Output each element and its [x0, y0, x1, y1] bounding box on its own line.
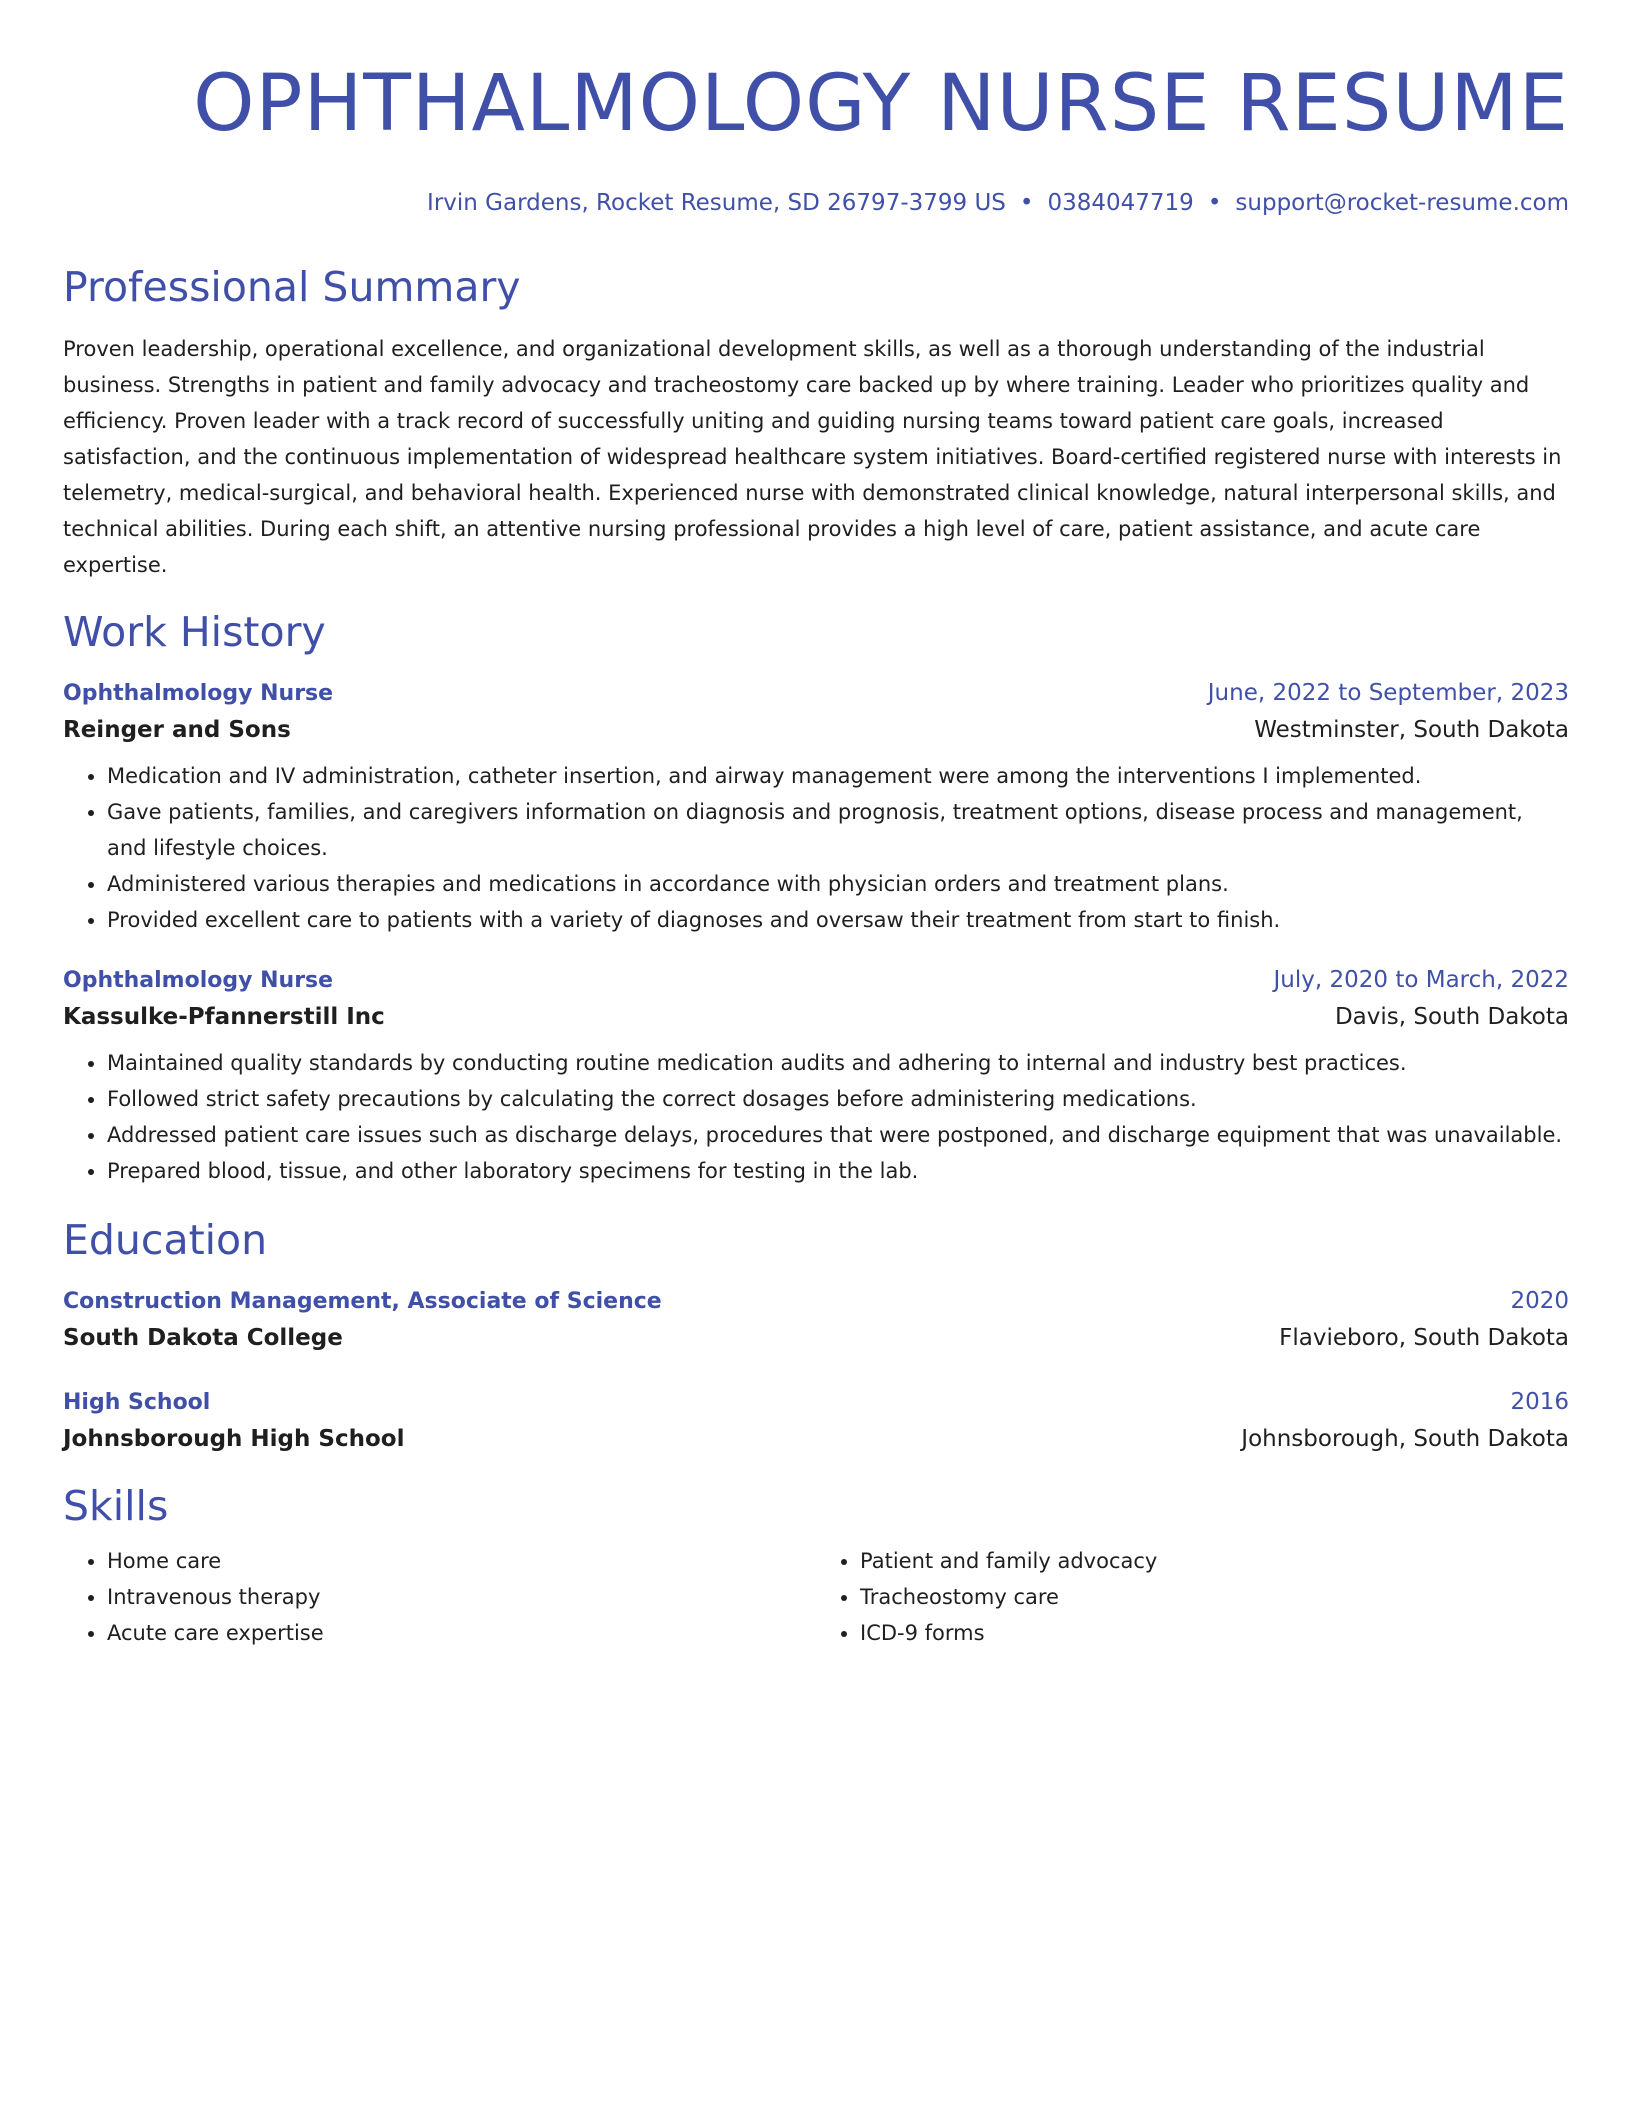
resume-title: OPHTHALMOLOGY NURSE RESUME: [193, 59, 1569, 149]
education-year: 2020: [1510, 1288, 1569, 1314]
job-org-row: [63, 997, 1569, 1037]
education-heading: Education: [63, 1216, 268, 1264]
contact-email: support@rocket-resume.com: [1235, 190, 1569, 216]
job-bullets: [63, 758, 1569, 938]
skill-item: • Intravenous therapy: [107, 1579, 816, 1615]
job-bullet: • Addressed patient care issues such as discharge delays, procedures that were postponed, and discharge equipment that was unavailable.: [107, 1117, 1569, 1153]
work-history-heading: Work History: [63, 608, 326, 656]
education-header-row: [63, 1386, 1569, 1419]
summary-text: Proven leadership, operational excellence, and organizational development skills, as well as a thorough understanding of the industrial business. Strengths in patient and family advocacy and tracheostomy care backed up by where training. Leader who prioritizes quality and efficiency. Proven leader with a track record of successfully uniting and guiding nursing teams toward patient care goals, increased satisfaction, and the continuous implementation of widespread healthcare system initiatives. Board-certified registered nurse with interests in telemetry, medical-surgical, and behavioral health. Experienced nurse with demonstrated clinical knowledge, natural interpersonal skills, and technical abilities. During each shift, an attentive nursing professional provides a high level of care, patient assistance, and acute care expertise.: [63, 337, 1562, 577]
skills-heading: Skills: [63, 1482, 169, 1530]
job-org-row: [63, 710, 1569, 750]
job-bullet: • Gave patients, families, and caregivers information on diagnosis and prognosis, treatment options, disease process and management, and lifestyle choices.: [107, 794, 1569, 866]
skill-item: • Acute care expertise: [107, 1615, 816, 1651]
education-header-row: [63, 1285, 1569, 1318]
contact-separator: •: [1207, 190, 1222, 216]
job-header-row: [63, 964, 1569, 997]
education-entry: [63, 1386, 1569, 1459]
education-school: Johnsborough High School: [63, 1426, 405, 1452]
job-bullet: • Administered various therapies and medications in accordance with physician orders and treatment plans.: [107, 866, 1569, 902]
skill-item: • Home care: [107, 1543, 816, 1579]
job-bullet: • Provided excellent care to patients with a variety of diagnoses and oversaw their treatment from start to finish.: [107, 902, 1569, 938]
job-entry: [63, 964, 1569, 1189]
education-year: 2016: [1510, 1389, 1569, 1415]
skills-grid: [63, 1543, 1569, 1651]
job-company: Reinger and Sons: [63, 717, 291, 743]
education-school-row: [63, 1318, 1569, 1358]
contact-phone: 0384047719: [1047, 190, 1194, 216]
contact-address: Irvin Gardens, Rocket Resume, SD 26797-3799 US: [427, 190, 1006, 216]
job-company: Kassulke-Pfannerstill Inc: [63, 1004, 385, 1030]
job-bullet: • Prepared blood, tissue, and other laboratory specimens for testing in the lab.: [107, 1153, 1569, 1189]
job-header-row: [63, 677, 1569, 710]
education-school: South Dakota College: [63, 1325, 343, 1351]
education-degree: Construction Management, Associate of Science: [63, 1289, 662, 1314]
education-location: Johnsborough, South Dakota: [1241, 1426, 1569, 1452]
job-role: Ophthalmology Nurse: [63, 968, 334, 993]
education-degree: High School: [63, 1390, 211, 1415]
job-bullet: • Followed strict safety precautions by calculating the correct dosages before administering medications.: [107, 1081, 1569, 1117]
job-dates: June, 2022 to September, 2023: [1207, 680, 1569, 706]
skill-item: • Patient and family advocacy: [860, 1543, 1569, 1579]
job-role: Ophthalmology Nurse: [63, 681, 334, 706]
job-location: Westminster, South Dakota: [1254, 717, 1569, 743]
education-entry: [63, 1285, 1569, 1358]
job-entry: [63, 677, 1569, 938]
contact-separator: •: [1019, 190, 1034, 216]
job-bullet: • Maintained quality standards by conducting routine medication audits and adhering to internal and industry best practices.: [107, 1045, 1569, 1081]
skill-item: • Tracheostomy care: [860, 1579, 1569, 1615]
job-bullet: • Medication and IV administration, catheter insertion, and airway management were among the interventions I implemented.: [107, 758, 1569, 794]
job-bullets: [63, 1045, 1569, 1189]
job-dates: July, 2020 to March, 2022: [1273, 967, 1569, 993]
summary-heading: Professional Summary: [63, 263, 521, 311]
contact-line: [63, 188, 1569, 218]
skills-list-right: [816, 1543, 1569, 1651]
skills-list-left: [63, 1543, 816, 1651]
job-location: Davis, South Dakota: [1334, 1004, 1569, 1030]
education-location: Flavieboro, South Dakota: [1279, 1325, 1569, 1351]
education-school-row: [63, 1419, 1569, 1459]
skill-item: • ICD-9 forms: [860, 1615, 1569, 1651]
